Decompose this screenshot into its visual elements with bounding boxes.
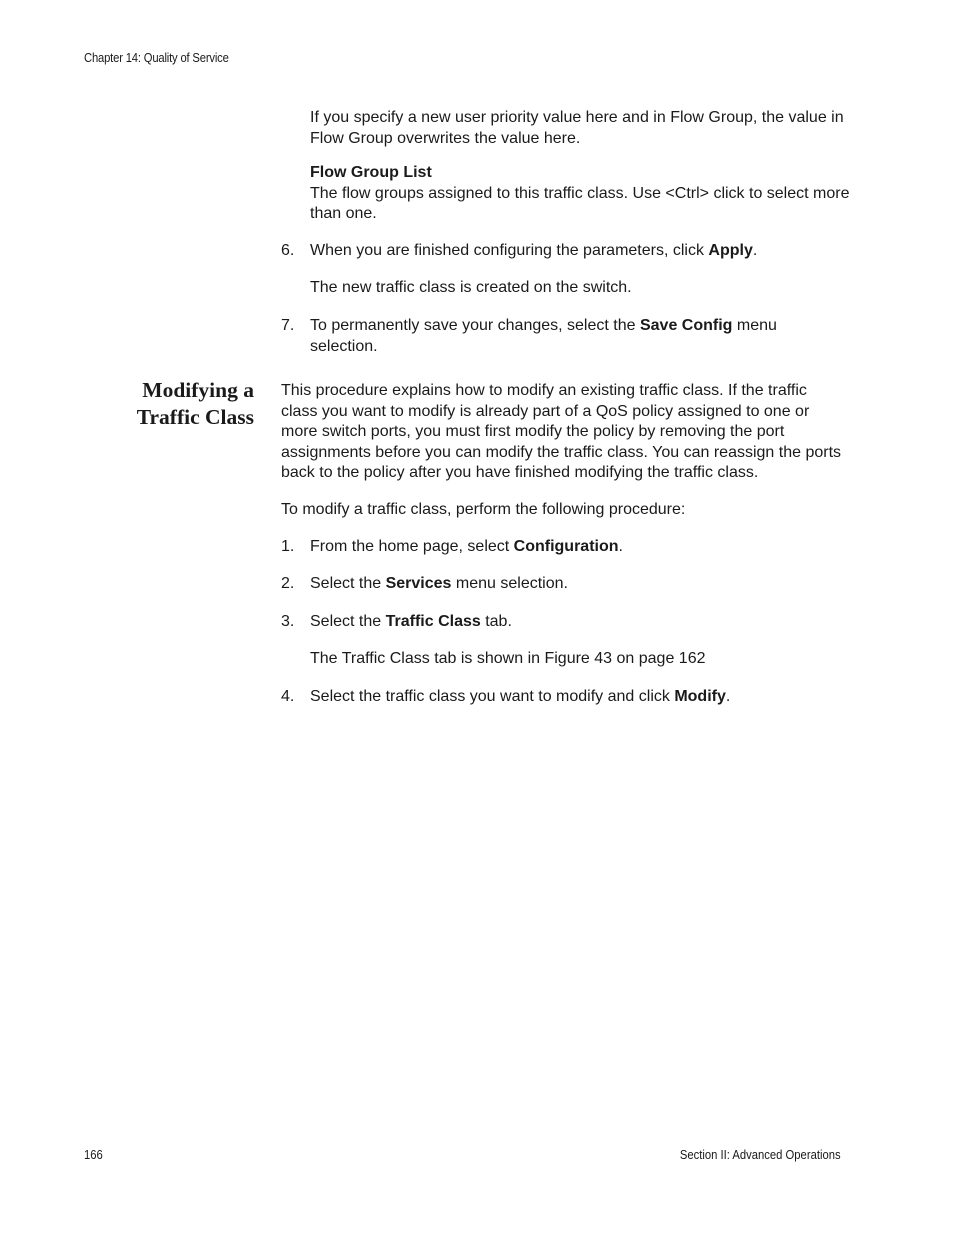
flow-group-list-block (310, 163, 850, 225)
flow-group-list-title: Flow Group List (310, 164, 432, 181)
step-number: 3. (281, 613, 295, 630)
step-number: 6. (281, 242, 295, 259)
procedure-step-1 (281, 537, 847, 558)
step-text: Select the Traffic Class tab. (310, 613, 512, 630)
step-number: 4. (281, 688, 295, 705)
procedure-step-2 (281, 574, 847, 595)
priority-note: If you specify a new user priority value here and in Flow Group, the value in Flow Group overwrites the value here. (310, 109, 844, 147)
step-number: 7. (281, 317, 295, 334)
procedure-lead: To modify a traffic class, perform the following procedure: (281, 501, 686, 518)
step-text: To permanently save your changes, select the Save Config menu selection. (310, 317, 777, 355)
step-text: Select the traffic class you want to modify and click Modify. (310, 688, 731, 705)
step-number: 1. (281, 538, 295, 555)
section-heading-line-1: Modifying a (142, 378, 254, 402)
step-text: Select the Services menu selection. (310, 575, 568, 592)
procedure-step-3 (281, 612, 847, 633)
page-number: 166 (84, 1148, 103, 1162)
section-heading-line-2: Traffic Class (136, 405, 254, 429)
flow-group-list-description: The flow groups assigned to this traffic class. Use <Ctrl> click to select more than one. (310, 184, 850, 222)
step-text: From the home page, select Configuration. (310, 538, 623, 555)
procedure-step-4 (281, 687, 847, 708)
step-6 (281, 241, 847, 262)
procedure-step-3-note: The Traffic Class tab is shown in Figure 43 on page 162 (310, 650, 706, 667)
section-intro: This procedure explains how to modify an existing traffic class. If the traffic class you want to modify is already part of a QoS policy assigned to one or more switch ports, you must first modify the policy by removing the port assignments before you can modify the traffic class. You can reassign the ports back to the policy after you have finished modifying the traffic class. (281, 382, 842, 481)
step-number: 2. (281, 575, 295, 592)
section-heading (137, 377, 254, 431)
step-text: When you are finished configuring the parameters, click Apply. (310, 242, 758, 259)
step-7 (281, 316, 847, 357)
running-header: Chapter 14: Quality of Service (84, 51, 229, 65)
step-6-note: The new traffic class is created on the switch. (310, 279, 632, 296)
footer-section-title: Section II: Advanced Operations (680, 1148, 841, 1162)
